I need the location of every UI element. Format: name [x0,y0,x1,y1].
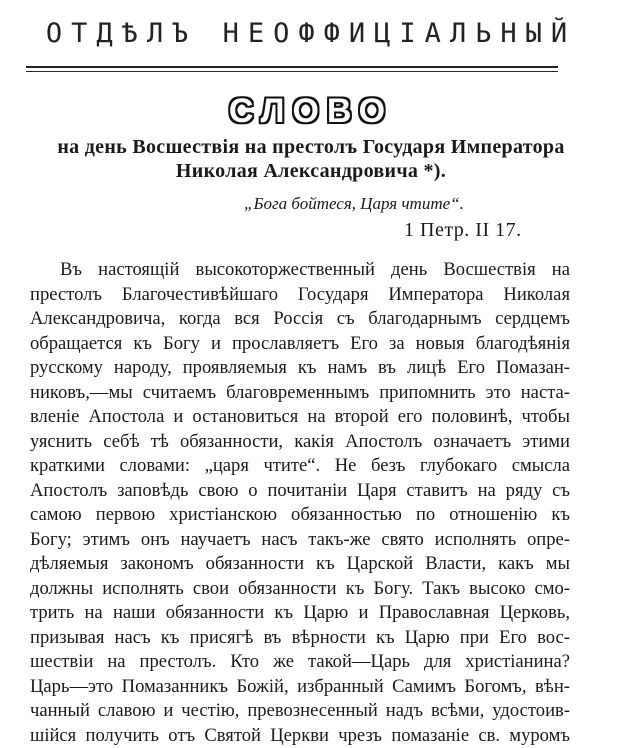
body-line: Въ настоящій высокоторжественный день Восшествія на [30,258,570,283]
article-subtitle-line2: Николая Александровича *). [0,160,622,183]
body-line: трить на наши обязанности къ Царю и Православная Церковь, [30,601,570,626]
section-header: ОТДѢЛЪ НЕОФФИЦІАЛЬНЫЙ [0,18,622,49]
header-rule-thin [26,71,558,72]
body-line: Царь—это Помазанникъ Божій, избранный Самимъ Богомъ, вѣн- [30,675,570,700]
body-line: шійся получить отъ Святой Церкви чрезъ помазаніе св. муромъ [30,724,570,748]
body-line: Апостолъ заповѣдь свою о почитаніи Царя ставитъ на ряду съ [30,479,570,504]
body-line: чанный славою и честію, превознесенный надъ всѣми, удостоив- [30,699,570,724]
body-line: русскому народу, проявляемыя къ намъ въ лицѣ Его Помазан- [30,356,570,381]
article-title: СЛОВО [0,92,622,131]
body-text [30,258,570,748]
body-line: Александровича, когда вся Россія съ благодарнымъ сердцемъ [30,307,570,332]
article-subtitle-line1: на день Восшествія на престолъ Государя Императора [0,136,622,159]
body-line: краткими словами: „царя чтите“. Не безъ глубокаго смысла [30,454,570,479]
body-line: призывая насъ къ присягѣ въ вѣрности къ Царю при Его вос- [30,626,570,651]
body-line: никовъ,—мы считаемъ благовременнымъ припомнить это наста- [30,381,570,406]
body-line: престолъ Благочестивѣйшаго Государя Императора Николая [30,283,570,308]
body-line: вленіе Апостола и остановиться на второй его половинѣ, чтобы [30,405,570,430]
scripture-reference: 1 Петр. II 17. [404,219,522,242]
body-line: дѣляемыя закономъ обязанности къ Царской Власти, какъ мы [30,552,570,577]
body-line: уяснить себѣ тѣ обязанности, какія Апостолъ означаетъ этими [30,430,570,455]
body-line: должны исполнять свои обязанности къ Богу. Такъ высоко смо- [30,577,570,602]
header-rule-thick [26,66,558,68]
body-line: самою первою христіанскою обязанностью по отношенію къ [30,503,570,528]
epigraph: „Бога бойтеся, Царя чтите“. [244,194,464,214]
body-line: Богу; этимъ онъ научаетъ насъ такъ-же свято исполнять опре- [30,528,570,553]
body-line: обращается къ Богу и прославляетъ Его за новыя благодѣянія [30,332,570,357]
body-line: шествіи на престолъ. Кто же такой—Царь для христіанина? [30,650,570,675]
